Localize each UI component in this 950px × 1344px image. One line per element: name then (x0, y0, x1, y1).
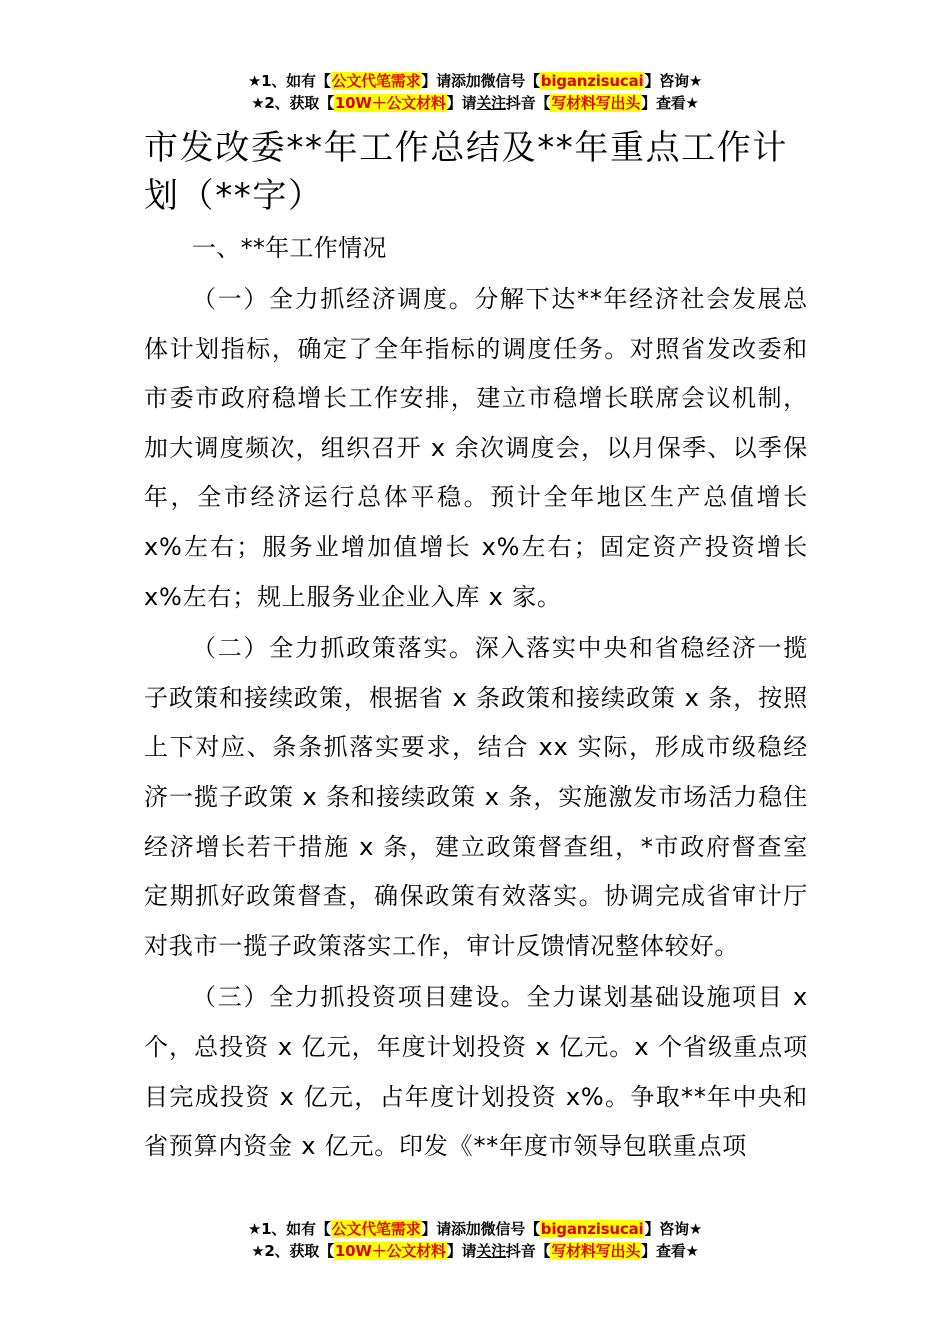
paragraph: （二）全力抓政策落实。深入落实中央和省稳经济一揽子政策和接续政策，根据省 x 条政策和接续政策 x 条，按照上下对应、条条抓落实要求，结合 xx 实际，形成市级稳经济一揽子政策 x 条和接续政策 x 条，实施激发市场活力稳住经济增长若干措施 x 条，建立政策督查组，*市政府督查室定期抓好政策督查，确保政策有效落实。协调完成省审计厅对我市一揽子政策落实工作，审计反馈情况整体较好。 (144, 634, 808, 960)
promo-douyin-account: 写材料写出头 (551, 94, 641, 112)
paragraph: （三）全力抓投资项目建设。全力谋划基础设施项目 x 个，总投资 x 亿元，年度计划投资 x 亿元。x 个省级重点项目完成投资 x 亿元，占年度计划投资 x%。争取**年中央和省预算内资金 x 亿元。印发《**年度市领导包联重点项 (144, 983, 808, 1161)
promo-highlight: 10W＋公文材料 (334, 1242, 446, 1260)
promo-douyin-account: 写材料写出头 (551, 1242, 641, 1260)
promo-line-1: ★1、如有【公文代笔需求】请添加微信号【biganzisucai】咨询★ (247, 72, 703, 90)
promo-banner-top (0, 70, 950, 114)
promo-highlight: 公文代笔需求 (331, 72, 421, 90)
promo-highlight: 公文代笔需求 (331, 1220, 421, 1238)
document-body (144, 124, 808, 1172)
promo-line-2: ★2、获取【10W＋公文材料】请关注抖音【写材料写出头】查看★ (251, 1242, 699, 1260)
document-title: 市发改委**年工作总结及**年重点工作计划（**字） (144, 128, 788, 216)
promo-highlight: 10W＋公文材料 (334, 94, 446, 112)
promo-wechat-id: biganzisucai (540, 1220, 644, 1238)
promo-line-2: ★2、获取【10W＋公文材料】请关注抖音【写材料写出头】查看★ (251, 94, 699, 112)
promo-line-1: ★1、如有【公文代笔需求】请添加微信号【biganzisucai】咨询★ (247, 1220, 703, 1238)
paragraph: （一）全力抓经济调度。分解下达**年经济社会发展总体计划指标，确定了全年指标的调度任务。对照省发改委和市委市政府稳增长工作安排，建立市稳增长联席会议机制，加大调度频次，组织召开 x 余次调度会，以月保季、以季保年，全市经济运行总体平稳。预计全年地区生产总值增长 x%左右；服务业增加值增长 x%左右；固定资产投资增长 x%左右；规上服务业企业入库 x 家。 (144, 285, 808, 611)
promo-banner-bottom (0, 1218, 950, 1262)
section-heading: 一、**年工作情况 (192, 234, 387, 262)
promo-wechat-id: biganzisucai (540, 72, 644, 90)
